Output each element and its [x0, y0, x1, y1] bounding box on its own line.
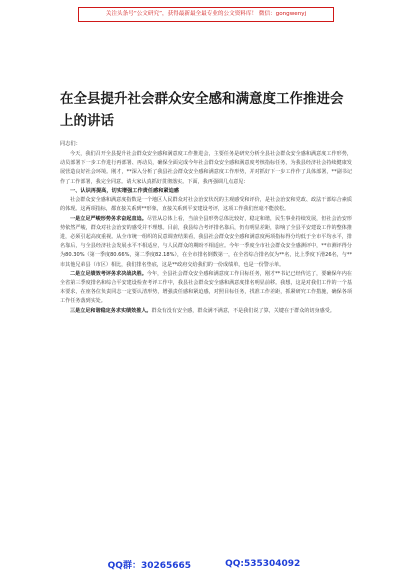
paragraph-intro: 今天，我们召开全县提升社会群众安全感和满意度工作推进会，主要任务是研究分析全县社会群众安全感和满意度工作形势，动员部署下一步工作进行再部署、再动员，确保全面完成今年社会群众安全感和满意度考核指标任务，为我县经济社会持续健康发展营造良好社会环境。刚才，**深入分析了我县社会群众安全感和满意度工作形势，并对抓好下一步工作作了具体部署，**副书记作了工作部署，我完全同意。请大家认真抓好贯彻落实。下面，我再强调几点意见：: [60, 151, 352, 185]
paragraph: 三是立足和谐稳定务求实绩效推人。群众有没有安全感，群众满不满意，不是我们说了算，关键在于群众的切身感受。: [70, 307, 335, 314]
footer-contacts: [0, 557, 408, 571]
promo-banner: [78, 7, 334, 22]
paragraph: 二是立足绩效考评务求决战决胜。今年，全县社会群众安全感和满意度工作目标任务，刚才**书记已经传达了，要确保年内在全省第三季度排名和综合平安建设检查考评工作中，我县社会群众安全感和满意度排名明显前移。我想，这是对我们工作的一个基本要求，在座各位负责同志一定要认清形势，增强责任感和紧迫感，对照目标任务，找准工作差距，抓紧研究工作措施，确保各项工作任务落到实处。: [60, 270, 352, 305]
promo-banner-text: 关注头条号“公文研究”，获得最新最全最专业的公文资料库！ 微信：gongwenyj: [105, 10, 307, 17]
footer-qq-group: QQ群：30265665: [107, 560, 192, 571]
paragraph: 社会群众安全感和满意度指数是一个地区人民群众对社会治安状况的主观感受和评价，是社会治安和党政、政法干部综合素质的体现。这两项指标，都直接关系到**形象，直接关系到平安建设考评，这项工作我们丝毫不能放松。: [60, 197, 352, 213]
greeting: 同志们：: [60, 141, 81, 147]
document-body: [60, 150, 352, 550]
paragraph-lead: 三是立足和谐稳定务求实绩效推人。: [70, 307, 152, 314]
paragraph: 一是立足严峻形势务求奋起直追。尽管从总体上看，当前全县形势总体比较好，稳定和谐，民生事业持续发展，但社会治安形势依然严峻，群众对社会治安的感受并不理想。目前，我县综合考评排名靠后，仍有明显差距，影响了全县平安建设工作的整体推进，必须引起高度重视。从全市统一组织的民意调查结果看，我县社会群众安全感和满意度两项指标得分均低于全市平均水平，排名靠后，与全县经济社会发展水平不相适应，与人民群众的期盼不相适应。今年一季度全市社会群众安全感测评中，**市测评得分为80.30%（第一季度80.66%，第二季度82.18%），在全市排名倒数第一，在全省综合排名仅为**名，比上季度下滑26名，与**市其他兄弟县（市区）相比，我们排名垫底，这是**政府交给我们的一份成绩单，也是一份警示单。: [60, 215, 352, 268]
section-heading-1: 一、认识再提高，切实增强工作责任感和紧迫感: [70, 187, 179, 194]
document-title: 在全县提升社会群众安全感和满意度工作推进会上的讲话: [60, 91, 344, 129]
paragraph-lead: 二是立足绩效考评务求决战决胜。: [70, 270, 147, 277]
paragraph-lead: 一是立足严峻形势务求奋起直追。: [70, 215, 147, 222]
footer-qq: QQ:535304092: [225, 559, 301, 569]
